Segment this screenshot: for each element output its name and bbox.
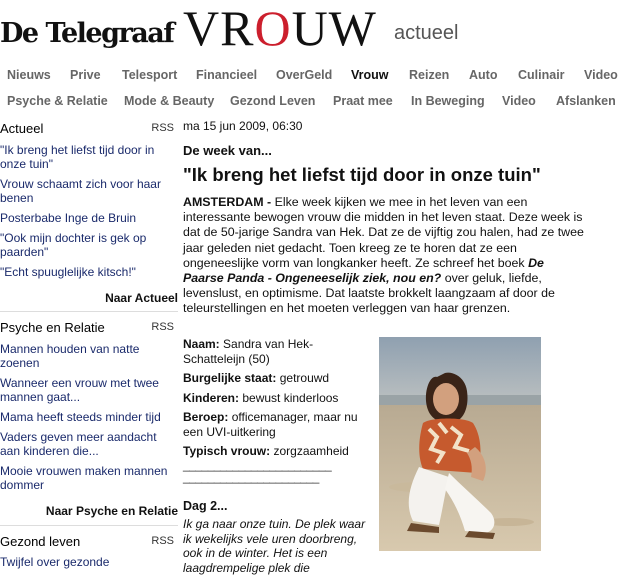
list-item[interactable]: "Echt spuuglelijke kitsch!" [0,265,136,279]
separator-line: ______________________ [183,469,319,484]
fact-row [183,391,373,406]
fact-label: Burgelijke staat: [183,371,277,385]
fact-value: getrouwd [279,371,330,385]
fact-value: zorgzaamheid [273,444,349,458]
rss-link[interactable]: RSS [151,535,174,547]
nav-telesport[interactable]: Telesport [122,68,178,82]
article-headline: "Ik breng het liefst tijd door in onze tuin" [183,164,541,185]
list-item[interactable]: Vaders geven meer aandacht aan kinderen die... [0,430,157,458]
subnav-mode-beauty[interactable]: Mode & Beauty [124,94,215,108]
list-item[interactable]: Mannen houden van natte zoenen [0,342,140,370]
list-item[interactable]: Mooie vrouwen maken mannen dommer [0,464,168,492]
list-item[interactable]: "Ik breng het liefst tijd door in onze tuin" [0,143,155,171]
rss-link[interactable]: RSS [151,122,174,134]
article-list [0,143,178,285]
subnav-afslanken[interactable]: Afslanken [556,94,616,108]
section-title-psyche[interactable]: Psyche en Relatie [0,320,105,335]
nav-video[interactable]: Video [584,68,618,82]
fact-value: officemanager, maar nu een UVI-uitkering [183,410,358,439]
fact-row [183,410,373,439]
fact-row [183,371,373,386]
list-item[interactable]: Twijfel over gezonde [0,555,110,569]
fact-row [183,337,373,366]
day-heading: Dag 2... [183,499,228,513]
article-kicker: De week van... [183,143,272,158]
nav-overgeld[interactable]: OverGeld [276,68,333,82]
article-list [0,342,178,498]
list-item[interactable]: Mama heeft steeds minder tijd [0,410,161,424]
more-link-psyche[interactable]: Naar Psyche en Relatie [45,504,178,518]
nav-prive[interactable]: Prive [70,68,101,82]
nav-nieuws[interactable]: Nieuws [7,68,51,82]
telegraaf-logo[interactable]: De Telegraaf [0,18,174,49]
article-photo [379,337,541,551]
subnav-praat-mee[interactable]: Praat mee [333,94,393,108]
list-item[interactable]: Wanneer een vrouw met twee mannen gaat... [0,376,159,404]
profile-facts [183,337,373,483]
site-header [0,0,609,62]
divider [0,525,178,526]
nav-culinair[interactable]: Culinair [518,68,565,82]
fact-row [183,444,373,459]
article-date: ma 15 jun 2009, 06:30 [183,119,303,133]
intro-tail: over geluk, liefde, levenslust, en optimisme. Dat laatste brokkelt laangzaam af door de teleurstellingen en het moeten verleggen van haar grenzen. [183,271,555,316]
fact-label: Kinderen: [183,390,240,405]
section-label: actueel [394,22,459,44]
day-text: Ik ga naar onze tuin. De plek waar ik wekelijks vele uren doorbreng, ook in de winter. Het is een laagdrempelige plek die [183,517,366,575]
nav-vrouw[interactable]: Vrouw [351,68,389,82]
section-title-gezond[interactable]: Gezond leven [0,534,81,549]
main-nav [0,63,618,87]
article-intro [183,195,587,317]
intro-body: Elke week kijken we mee in het leven van een interessante bewogen vrouw die midden in het leven staat. Deze week is dat de 50-jarige Sandra van Hek. Dat ze de vijftig zou halen, had ze twee jaar geleden niet gedacht. Toen kreeg ze te horen dat ze een ongeneeslijke vorm van longkanker heeft. Ze schreef het boek [183,195,584,270]
list-item[interactable]: Vrouw schaamt zich voor haar benen [0,177,161,205]
fact-label: Beroep: [183,410,229,424]
nav-auto[interactable]: Auto [469,68,498,82]
subnav-in-beweging[interactable]: In Beweging [411,94,485,108]
more-link-actueel[interactable]: Naar Actueel [105,291,178,305]
section-title-actueel[interactable]: Actueel [0,121,44,136]
nav-reizen[interactable]: Reizen [409,68,450,82]
list-item[interactable]: "Ook mijn dochter is gek op paarden" [0,231,147,259]
subnav-psyche-relatie[interactable]: Psyche & Relatie [7,94,108,108]
intro-lead: AMSTERDAM - [183,195,272,209]
section-header [0,533,178,551]
fact-label: Naam: [183,337,220,351]
subnav-gezond-leven[interactable]: Gezond Leven [230,94,316,108]
section-header [0,319,178,337]
vrouw-logo[interactable]: VROUW [183,0,377,56]
fact-value: Sandra van Hek-Schatteleijn (50) [183,337,314,366]
rss-link[interactable]: RSS [151,321,174,333]
nav-financieel[interactable]: Financieel [196,68,258,82]
list-item[interactable]: Posterbabe Inge de Bruin [0,211,137,225]
sub-nav [0,89,616,113]
fact-value: bewust kinderloos [242,390,339,405]
divider [0,311,178,312]
separator-line: ________________________ [183,457,332,472]
subnav-video[interactable]: Video [502,94,536,108]
section-header [0,120,178,138]
article-list [0,555,178,575]
logo-accent-letter: O [254,0,292,56]
intro-book-title: De Paarse Panda - Ongeneeselijk ziek, nou en? [183,255,544,286]
fact-label: Typisch vrouw: [183,444,271,458]
